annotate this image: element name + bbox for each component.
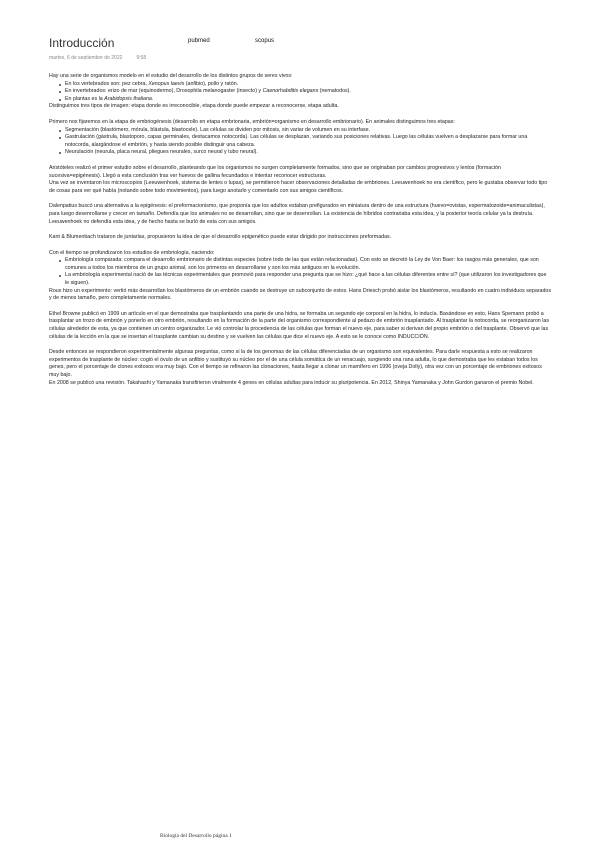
list-item: [65, 88, 551, 96]
note-header: [49, 36, 569, 68]
paragraph: Primero nos fijaremos en la etapa de embriogénesis (desarrollo en etapa embrionaria, embrión=organismo en desarrollo embrionario). En animales distinguimos tres etapas:: [49, 118, 455, 125]
list-item: La embriología experimental nació de las técnicas experimentales que promovió para responder una pregunta que se hizo: ¿qué hace a las células diferentes entre sí? (que utilizaron los investigadores que le siguen).: [65, 272, 551, 287]
paragraph: Roux hizo un experimento: vertió más desarrollan los blastómeros de un embrión cuando se destruye un subconjunto de estos. Hans Driesch probó aislar los blastómeros, resultando en cuatro individuos separados y de menos tamaño, pero completamente normales.: [49, 287, 552, 302]
paragraph-aristoteles: Aristóteles realizó el primer estudio sobre el desarrollo, planteando que los organismos no surgen completamente formados, sino que se originaban por cambios progresivos y lentos (formación sucesiva=epigénesis). Llegó a esta conclusión tras ver huevos de gallina fecundados e intentar reconocer estructuras.: [49, 164, 501, 179]
list-item: Gastrulación (gástrula, blastoporo, capas germinales, destacamos notocorda). Las células se desplazan, variando sus posiciones relativas. Luego las células vuelven a desplazarse para formar una notocorda, alargándose el embrión, y hasta siendo posible distinguir una cabeza.: [65, 134, 551, 149]
note-timestamp: [49, 55, 146, 61]
page-footer: Biología del Desarrollo página 1: [160, 833, 232, 839]
paragraph-preformationism: Dalenpatius buscó una alternativa a la epigénesis: el preformacionismo, que proponía que los adultos estaban prefigurados en miniatura dentro de una estructura (huevo=ovistas, espermatozoide=animaculistas), para luego desenrollarse y crecer en tamaño. Defendía que los animales no se desarrollan, sino que se desenrollan. La existencia de híbridos contrariaba esta idea, y la posterior teoría celular ya la destruía. Leeuwenhoek no defendía esta idea, y de hecho hasta se burló de esta con sus amigos.: [49, 203, 545, 225]
list-item-text: (nematodos).: [318, 88, 351, 95]
list-item: [65, 96, 551, 104]
tag-scopus[interactable]: scopus: [255, 38, 275, 44]
paragraph-pluripotency: En 2008 se publicó una revisión. Takahashi y Yamanaka transfirieron viralmente 4 genes en células adultas para inducir su pluripotencia. En 2012, Shinya Yamanaka y John Gurdon ganaron el premio Nobel.: [49, 379, 534, 386]
list-item: Segmentación (blastómero, mórula, blástula, blastocele). Las células se dividen por mitosis, sin variar de volumen en su interfase.: [65, 127, 551, 135]
note-date: martes, 6 de septiembre de 2022: [49, 55, 123, 61]
species-name: Xenopus laevis: [148, 80, 185, 87]
section-model-organisms: [49, 73, 551, 111]
list-item-text: (anfibio), pollo y ratón.: [184, 80, 239, 87]
list-item: [65, 81, 551, 89]
species-name: Caenorhabditis elegans: [262, 88, 319, 95]
list-item: Neurulación (neurula, placa neural, pliegues neurales, surco neural y tubo neural).: [65, 149, 551, 157]
paragraph-kant-blumenbach: Kant & Blumenbach trataron de juntarlas, propusieron la idea de que el desarrollo epigenético puede estar dirigido por instrucciones preformadas.: [49, 234, 392, 241]
list-item-text: En invertebrados: erizo de mar (equinodermo), Drosophila melanogaster (insecto) y: [65, 88, 263, 95]
note-body: [49, 73, 551, 395]
paragraph: Hay una serie de organismos modelo en el estudio del desarrollo de los distintos grupos de seres vivos:: [49, 73, 293, 79]
note-time: 9:58: [136, 55, 147, 61]
section-embryology: [49, 250, 551, 303]
paragraph: Con el tiempo se profundizaron los estudios de embriología, naciendo:: [49, 249, 215, 256]
species-name: Arabidopsis thaliana: [104, 95, 152, 102]
paragraph-induction: Ethel Browne publicó en 1909 un artículo en el que demostraba que trasplantando una parte de una hidra, se formaba un segundo eje corporal en la hidra, lo inducía. Basándose en esto, Hans Spemann probó a trasplantar un trozo de embrión y ponerlo en otro embrión, resultando en la formación de la parte del organismo correspondiente al pedazo de embrión trasplantado. Al trasplantar la notocorda, se reorganizaron las células alrededor de esta, ya que contienen un centro organizador. Le vió controlar la procedencia de las células que forman el nuevo eje, para saber si derivan del propio embrión o del trasplante. Observó que las células de la lección en la que se insertan el trasplante cambian su destino y se vuelven las células que dice el nuevo eje. A esto se le conoce como INDUCCIÓN.: [49, 310, 549, 340]
list-item: Embriología comparada: compara el desarrollo embrionario de distintas especies (sobre todo de las que están relacionadas). Con esto se decretó la Ley de Von Baer: los rasgos más generales, que son comunes a todos los miembros de un grupo animal, son los primeros en desarrollarse y son los más antiguos en la evolución.: [65, 257, 551, 272]
paragraph: Distinguimos tres tipos de imagen: etapa donde es irreconocible, etapa donde puede empezar a reconocerse, etapa adulta.: [49, 103, 339, 110]
paragraph-microscopes: Una vez se inventaron los microscopios (Leeuwenhoek, sistema de lentes o lupas), se permitieron hacer observaciones detalladas de embriones. Leeuwenhoek no era científico, pero le gustaba observar todo tipo de cosas para ver qué había (notando sobre todo movimientos), para luego anotarlo y comentarlo con sus amigos científicos.: [49, 180, 548, 194]
list-item-text: En plantas es la: [65, 95, 105, 102]
page-title: Introducción: [49, 36, 115, 50]
bullet-list: [49, 257, 551, 287]
section-embryogenesis: [49, 119, 551, 157]
list-item-text: .: [151, 95, 154, 102]
bullet-list: [49, 127, 551, 157]
paragraph-nuclear-transfer: Desde entonces se respondieron experimentalmente algunas preguntas, como si la de los genomas de las células diferenciadas de un organismo son equivalentes. Para darle respuesta a esto se realizaron experimentos de trasplante de núcleo: cogió el óvulo de un anfibio y sustituyó su núcleo por el de una célula somática de un renacuajo, surgiendo una rana adulta, lo que demostraba que les estaban todos los genes, pero el porcentaje de clones exitosos era muy bajo. Con el tiempo se refinaron las clonaciones, hasta llegar a clonar un mamífero en 1996 (oveja Dolly), otra vez con un porcentaje de embriones exitosos muy bajo.: [49, 349, 542, 378]
list-item-text: En los vertebrados son: pez cebra,: [65, 80, 149, 87]
bullet-list: [49, 81, 551, 104]
tag-pubmed[interactable]: pubmed: [188, 38, 210, 44]
